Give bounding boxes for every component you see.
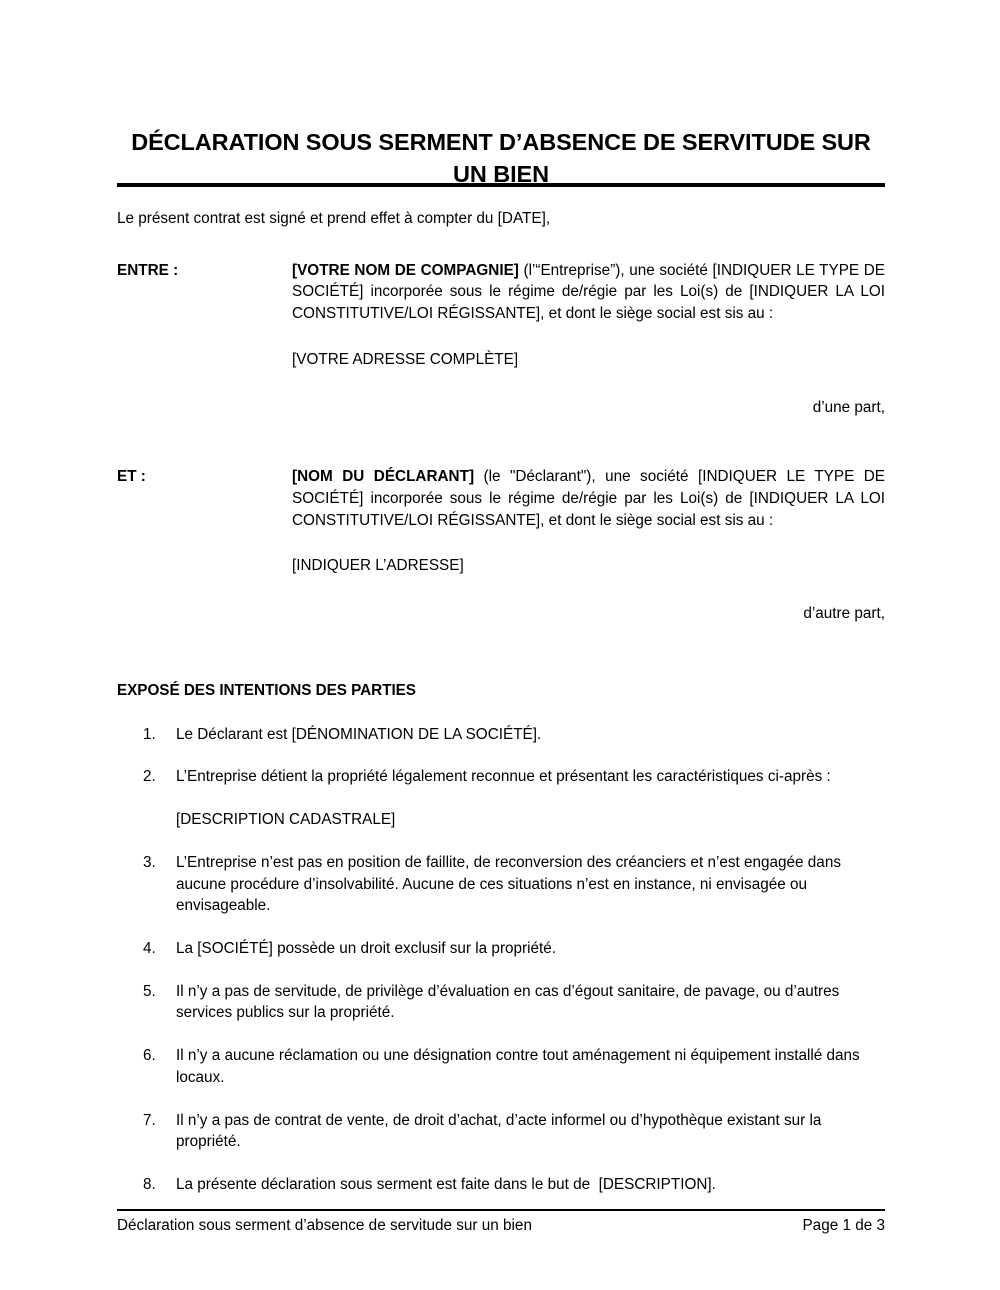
party-block-et	[117, 466, 885, 577]
clause-number: 3.	[143, 853, 156, 871]
clause-text: La [SOCIÉTÉ] possède un droit exclusif sur la propriété.	[176, 939, 557, 957]
party-description-text-entre: (l’“Entreprise”), une société [INDIQUER LE TYPE DE SOCIÉTÉ] incorporée sous le régime de/régie par les Loi(s) de [INDIQUER LA LOI CONSTITUTIVE/LOI RÉGISSANTE], et dont le siège social est sis au :	[292, 261, 885, 323]
clause-item	[117, 1174, 885, 1196]
clause-item	[117, 766, 885, 830]
party-label-et: ET :	[117, 468, 146, 486]
spacer-after-et	[117, 625, 885, 680]
party-description-text-et: (le "Déclarant"), une société [INDIQUER LE TYPE DE SOCIÉTÉ] incorporée sous le régime de/régie par les Loi(s) de [INDIQUER LA LOI CONSTITUTIVE/LOI RÉGISSANTE], et dont le siège social est sis au :	[292, 468, 885, 529]
clause-item	[117, 938, 885, 960]
clause-item	[117, 981, 885, 1024]
clause-text: Il n’y a pas de contrat de vente, de droit d’achat, d’acte informel ou d’hypothèque existant sur la propriété.	[176, 1111, 826, 1151]
footer-divider	[117, 1209, 885, 1211]
clause-number: 1.	[143, 725, 156, 743]
clause-number: 5.	[143, 982, 156, 1000]
party-name-et: [NOM DU DÉCLARANT]	[292, 468, 475, 486]
party-body-et	[292, 466, 885, 577]
page-footer	[117, 1217, 885, 1235]
party-label-entre: ENTRE :	[117, 261, 179, 279]
clause-text: Il n’y a pas de servitude, de privilège d’évaluation en cas d’égout sanitaire, de pavage, ou d’autres services publics sur la propriété.	[176, 982, 844, 1022]
clause-number: 6.	[143, 1047, 156, 1065]
page-title: DÉCLARATION SOUS SERMENT D’ABSENCE DE SERVITUDE SUR UN BIEN	[131, 128, 871, 188]
party-block-entre	[117, 260, 885, 371]
clause-subtext: [DESCRIPTION CADASTRALE]	[176, 811, 396, 829]
spacer-after-entre	[117, 418, 885, 466]
party-description-entre	[292, 260, 885, 325]
clause-item	[117, 1045, 885, 1088]
clause-item	[117, 1110, 885, 1153]
footer-document-name: Déclaration sous serment d’absence de servitude sur un bien	[117, 1217, 532, 1234]
party-name-entre: [VOTRE NOM DE COMPAGNIE]	[292, 261, 519, 279]
title-divider	[117, 183, 885, 187]
clause-number: 7.	[143, 1111, 156, 1129]
party-address-et: [INDIQUER L’ADRESSE]	[292, 557, 464, 575]
clause-text: L’Entreprise détient la propriété légalement reconnue et présentant les caractéristiques ci-après :	[176, 768, 831, 786]
clause-text: La présente déclaration sous serment est faite dans le but de [DESCRIPTION].	[176, 1175, 716, 1193]
clause-text: Il n’y a aucune réclamation ou une désignation contre tout aménagement ni équipement installé dans locaux.	[176, 1047, 864, 1086]
document-body	[117, 208, 885, 1196]
clause-list	[117, 724, 885, 1196]
clause-number: 2.	[143, 768, 156, 786]
side-note-entre: d’une part,	[812, 398, 885, 416]
side-note-et: d’autre part,	[803, 605, 885, 623]
footer-page-number: Page 1 de 3	[802, 1217, 885, 1234]
clause-number: 4.	[143, 939, 156, 957]
party-address-entre: [VOTRE ADRESSE COMPLÈTE]	[292, 350, 519, 368]
clause-text: Le Déclarant est [DÉNOMINATION DE LA SOCIÉTÉ].	[176, 725, 542, 743]
clause-item	[117, 724, 885, 746]
section-heading-expose: EXPOSÉ DES INTENTIONS DES PARTIES	[117, 681, 416, 699]
party-body-entre	[292, 260, 885, 371]
clause-number: 8.	[143, 1175, 156, 1193]
clause-text: L’Entreprise n’est pas en position de faillite, de reconversion des créanciers et n’est engagée dans aucune procédure d’insolvabilité. Aucune de ces situations n’est en instance, ni envisagée ou envisageable.	[176, 853, 846, 915]
party-description-et	[292, 466, 885, 531]
intro-paragraph: Le présent contrat est signé et prend effet à compter du [DATE],	[117, 210, 551, 227]
clause-item	[117, 852, 885, 917]
